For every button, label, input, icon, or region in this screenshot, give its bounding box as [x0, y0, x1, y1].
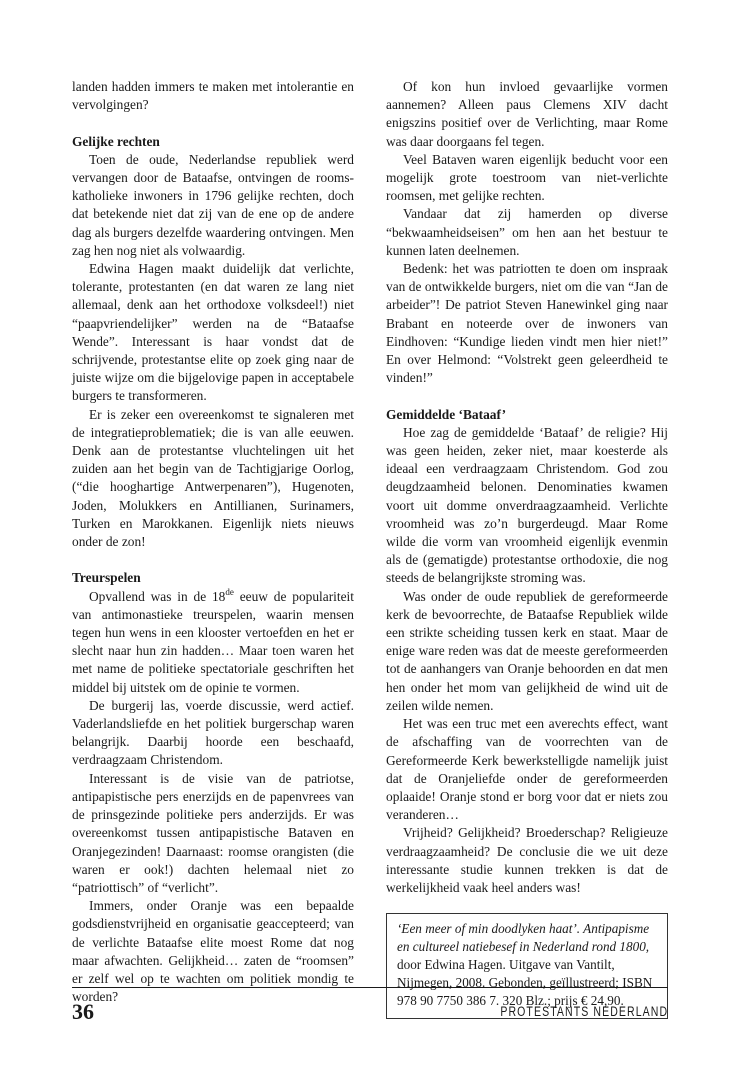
book-details: door Edwina Hagen. Uitgave van Vantilt, Nijmegen, 2008. Gebonden, geïllustreerd; ISBN 978 90 7750 386 7. 320 Blz.; prijs € 24,90.: [397, 957, 653, 1009]
paragraph: Bedenk: het was patriotten te doen om inspraak van de ontwikkelde burgers, niet om die van “Jan de arbeider”! De patriot Steven Hanewinkel ging naar Brabant en noteerde over de inwoners van Eindhoven: “Kundige lieden vindt men hier niet!” En over Helmond: “Volstrekt geen geleerdheid te vinden!”: [386, 261, 668, 386]
paragraph: Hoe zag de gemiddelde ‘Bataaf’ de religie? Hij was geen heiden, zeker niet, maar koesterde als ideaal een verdraagzaam Christendom. God zou deugdzaamheid belonen. Denominaties kwamen voort uit domme onverdraagzaamheid. Verlichte vroomheid was zo’n burgerdeugd. Maar Rome wilde die vorm van vroomheid eigenlijk evenmin als de (gematigde) protestantse orthodoxie, die nog steeds de belangrijkste stroming was.: [386, 424, 668, 586]
section-heading-gemiddelde-bataaf: Gemiddelde ‘Bataaf’: [386, 406, 507, 422]
superscript: de: [225, 586, 234, 597]
book-title: ‘Een meer of min doodlyken haat’. Antipapisme en cultureel natiebesef in Nederland rond 1800,: [397, 921, 650, 955]
paragraph: [72, 588, 354, 697]
paragraph: Het was een truc met een averechts effect, want de afschaffing van de voorrechten van de Gereformeerde Kerk bewerkstelligde namelijk juist dat de Oranjeliefde onder de gereformeerden oplaaide! Oranje stond er borg voor dat er niets zou veranderen…: [386, 716, 668, 823]
paragraph: Immers, onder Oranje was een bepaalde godsdienstvrijheid en organisatie geaccepteerd; van de verlichte Bataafse elite moest Rome dat nog maar afwachten. Gelijkheid… zaten de “roomsen” er zelf wel op te wachten om politiek mondig te worden?: [72, 898, 354, 1005]
paragraph: Interessant is de visie van de patriotse, antipapistische pers enerzijds en de papenvrees van de prinsgezinde politieke pers anderzijds. Er was overeenkomst tussen antipapistische Bataven en Oranjegezinden! Daarnaast: roomse orangisten (die waren er ook!) dachten helemaal niet zo “patriottisch” of “verlicht”.: [72, 770, 354, 895]
page-number: 36: [72, 999, 94, 1024]
paragraph: Edwina Hagen maakt duidelijk dat verlichte, tolerante, protestanten (en dat waren ze lang niet allemaal, denk aan het orthodoxe volksdeel!) niet “paapvriendelijker” werden na de “Bataafse Wende”. Interessant is haar vondst dat de schrijvende, protestantse elite op zoek ging naar de juiste wijze om die bijgelovige papen in acceptabele burgers te transformeren.: [72, 261, 354, 404]
section-heading-gelijke-rechten: Gelijke rechten: [72, 133, 160, 149]
right-column: [386, 78, 668, 1019]
paragraph: Of kon hun invloed gevaarlijke vormen aannemen? Alleen paus Clemens XIV dacht enigszins positief over de Verlichting, maar Rome was daar doorgaans fel tegen.: [386, 79, 668, 149]
paragraph: Was onder de oude republiek de gereformeerde kerk de bevoorrechte, de Bataafse Republiek wilde een strikte scheiding tussen kerk en staat. Maar de enige ware reden was dat de meeste gereformeerden tot de aanhangers van Oranje behoorden en dat men hen onder het mom van gelijkheid de wind uit de zeilen wilde nemen.: [386, 588, 668, 713]
footer-divider: [72, 987, 668, 988]
paragraph: Vandaar dat zij hamerden op diverse “bekwaamheidseisen” om hen aan het bestuur te kunnen laten deelnemen.: [386, 206, 668, 258]
text-run: Opvallend was in de 18: [89, 588, 226, 604]
paragraph: Veel Bataven waren eigenlijk beducht voor een mogelijk grote toestroom van niet-verlichte roomsen, met gelijke rechten.: [386, 151, 668, 204]
paragraph: Vrijheid? Gelijkheid? Broederschap? Religieuze verdraagzaamheid? De conclusie die we uit deze interessante studie kunnen trekken is dat de werkelijkheid vaak heel anders was!: [386, 825, 668, 895]
paragraph: Er is zeker een overeenkomst te signaleren met de integratieproblematiek; die is van alle eeuwen. Denk aan de protestantse vluchtelingen uit het zuiden aan het begin van de Tachtigjarige Oorlog, (“die hooghartige Antwerpenaren”), Hugenoten, Joden, Molukkers en Antillianen, Surinamers, Turken en Marokkanen. Eigenlijk niets nieuws onder de zon!: [72, 406, 354, 550]
paragraph: De burgerij las, voerde discussie, werd actief. Vaderlandsliefde en het politiek burgerschap waren belangrijk. Daarbij hoorde een beschaafd, verdraagzaam Christendom.: [72, 697, 354, 768]
paragraph: landen hadden immers te maken met intolerantie en vervolgingen?: [72, 79, 354, 113]
text-run: eeuw de populariteit van antimonastieke treurspelen, waarin mensen tegen hun wens in een klooster vertoefden en het er slecht naar hun zin hadden… Maar toen waren het met name de politieke spectatoriale geschriften het middel bij uitstek om de opinie te vormen.: [72, 588, 354, 695]
section-heading-treurspelen: Treurspelen: [72, 570, 141, 586]
magazine-name: PROTESTANTS NEDERLAND: [500, 1004, 668, 1019]
paragraph: Toen de oude, Nederlandse republiek werd vervangen door de Bataafse, ontvingen de rooms-katholieke inwoners in 1796 gelijke rechten, doch dat betekende niet dat zij van de ene op de andere dag als burgers dezelfde waardering ontvingen. Men zag hen nog niet als volwaardig.: [72, 151, 354, 258]
left-column: [72, 78, 354, 1006]
